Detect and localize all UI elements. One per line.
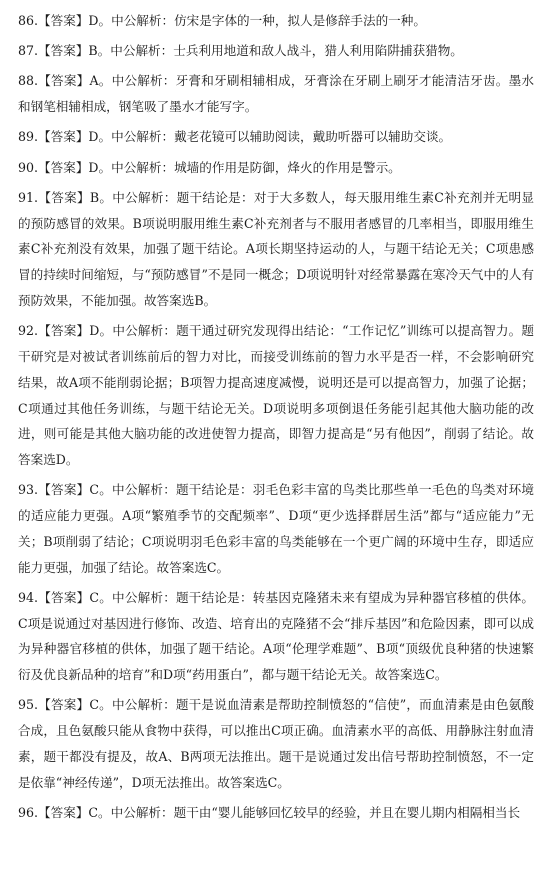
answer-item-96 xyxy=(18,800,534,826)
answer-item-93 xyxy=(18,477,534,580)
question-number: 93. xyxy=(18,482,39,498)
answer-item-86 xyxy=(18,8,534,34)
answer-text: 【答案】C。中公解析：题干结论是：转基因克隆猪未来有望成为异种器官移植的供体。C项是说通过对基因进行修饰、改造、培育出的克隆猪不会“排斥基因”和危险因素，即可以成为异种器官移植的供体，加强了题干结论。A项“伦理学难题”、B项“顶级优良种猪的快速繁衍及优良新品种的培育”和D项“药用蛋白”，都与题干结论无关。故答案选C。 xyxy=(18,589,534,683)
answer-item-94 xyxy=(18,585,534,688)
answer-item-88 xyxy=(18,68,534,120)
answer-text: 【答案】B。中公解析：题干结论是：对于大多数人，每天服用维生素C补充剂并无明显的预防感冒的效果。B项说明服用维生素C补充剂者与不服用者感冒的几率相当，即服用维生素C补充剂没有效果，加强了题干结论。A项长期坚持运动的人，与题干结论无关；C项患感冒的持续时间缩短，与“预防感冒”不是同一概念；D项说明针对经常暴露在寒冷天气中的人有预防效果，不能加强。故答案选B。 xyxy=(18,189,534,308)
answer-text: 【答案】C。中公解析：题干由“婴儿能够回忆较早的经验，并且在婴儿期内相隔相当长 xyxy=(38,805,521,821)
answer-text: 【答案】B。中公解析：士兵利用地道和敌人战斗，猎人利用陷阱捕获猎物。 xyxy=(38,43,463,59)
answer-text: 【答案】C。中公解析：题干是说血清素是帮助控制愤怒的“信使”，而血清素是由色氨酸合成，且色氨酸只能从食物中获得，可以推出C项正确。血清素水平的高低、用静脉注射血清素，题干都没有提及，故A、B两项无法推出。题干是说通过发出信号帮助控制愤怒，不一定是依靠“神经传递”，D项无法推出。故答案选C。 xyxy=(18,697,534,790)
answer-text: 【答案】C。中公解析：题干结论是：羽毛色彩丰富的鸟类比那些单一毛色的鸟类对环境的适应能力更强。A项“繁殖季节的交配频率”、D项“更少选择群居生活”都与“适应能力”无关；B项削弱了结论；C项说明羽毛色彩丰富的鸟类能够在一个更广阔的环境中生存，即适应能力更强，加强了结论。故答案选C。 xyxy=(18,482,534,575)
answer-item-90 xyxy=(18,155,534,181)
question-number: 95. xyxy=(18,697,39,713)
question-number: 87. xyxy=(18,43,39,59)
answer-item-91 xyxy=(18,185,534,314)
question-number: 89. xyxy=(18,129,39,145)
question-number: 90. xyxy=(18,159,39,175)
answer-item-87 xyxy=(18,38,534,64)
answer-item-89 xyxy=(18,124,534,150)
question-number: 91. xyxy=(18,189,39,205)
question-number: 88. xyxy=(18,73,39,89)
answer-explanations xyxy=(18,8,534,830)
answer-item-95 xyxy=(18,692,534,795)
answer-text: 【答案】D。中公解析：戴老花镜可以辅助阅读，戴助听器可以辅助交谈。 xyxy=(38,129,452,145)
question-number: 92. xyxy=(18,323,39,339)
answer-text: 【答案】D。中公解析：题干通过研究发现得出结论：“工作记忆”训练可以提高智力。题干研究是对被试者训练前后的智力对比，而接受训练前的智力水平是否一样，不会影响研究结果，故A项不能削弱论据；B项智力提高速度减慢，说明还是可以提高智力，加强了论据；C项通过其他任务训练，与题干结论无关。D项说明多项倒退任务能引起其他大脑功能的改进，则可能是其他大脑功能的改进使智力提高，即智力提高是“另有他因”，削弱了结论。故答案选D。 xyxy=(18,323,534,468)
answer-text: 【答案】A。中公解析：牙膏和牙刷相辅相成，牙膏涂在牙刷上刷牙才能清洁牙齿。墨水和钢笔相辅相成，钢笔吸了墨水才能写字。 xyxy=(18,73,534,115)
question-number: 86. xyxy=(18,13,39,28)
answer-text: 【答案】D。中公解析：仿宋是字体的一种，拟人是修辞手法的一种。 xyxy=(38,13,426,28)
answer-text: 【答案】D。中公解析：城墙的作用是防御，烽火的作用是警示。 xyxy=(38,159,401,175)
question-number: 94. xyxy=(18,589,39,605)
question-number: 96. xyxy=(18,805,39,821)
answer-item-92 xyxy=(18,318,534,473)
